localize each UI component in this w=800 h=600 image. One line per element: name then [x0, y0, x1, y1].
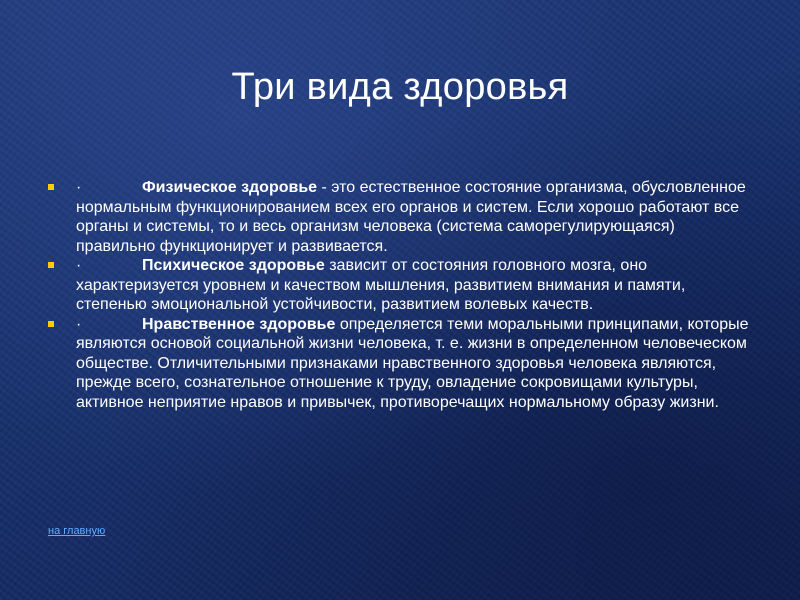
- paragraph-mental-health: [48, 256, 758, 315]
- home-link[interactable]: на главную: [48, 525, 106, 537]
- term-physical-health: Физическое здоровье: [142, 179, 318, 196]
- paragraph-text: определяется теми моральными принципами, которые являются основой социальной жизни человека, т. е. жизни в определенном человеческом обществе. Отличительными признаками нравственного здоровья человека являются, прежде всего, сознательное отношение к труду, овладение сокровищами культуры, активное неприятие нравов и привычек, противоречащих нормальному образу жизни.: [76, 315, 749, 411]
- dot-marker: ·: [76, 257, 82, 274]
- term-mental-health: Психическое здоровье: [142, 257, 325, 274]
- dot-marker: ·: [76, 179, 82, 196]
- paragraph-physical-health: [48, 178, 758, 256]
- square-bullet-icon: [48, 184, 54, 190]
- slide-title: Три вида здоровья: [231, 66, 569, 108]
- paragraph-text: зависит от состояния головного мозга, оно характеризуется уровнем и качеством мышления, развитием внимания и памяти, степенью эмоциональной устойчивости, развитием волевых качеств.: [76, 257, 686, 313]
- square-bullet-icon: [48, 262, 54, 268]
- term-moral-health: Нравственное здоровье: [142, 315, 336, 333]
- dot-marker: ·: [76, 315, 82, 333]
- square-bullet-icon: [48, 321, 54, 327]
- slide-content: [48, 178, 758, 412]
- paragraph-moral-health: [48, 315, 758, 413]
- paragraph-text: - это естественное состояние организма, обусловленное нормальным функционированием всех его органов и систем. Если хорошо работают все органы и системы, то и весь организм человека (система саморегулирующаяся) правильно функционирует и развивается.: [76, 179, 746, 255]
